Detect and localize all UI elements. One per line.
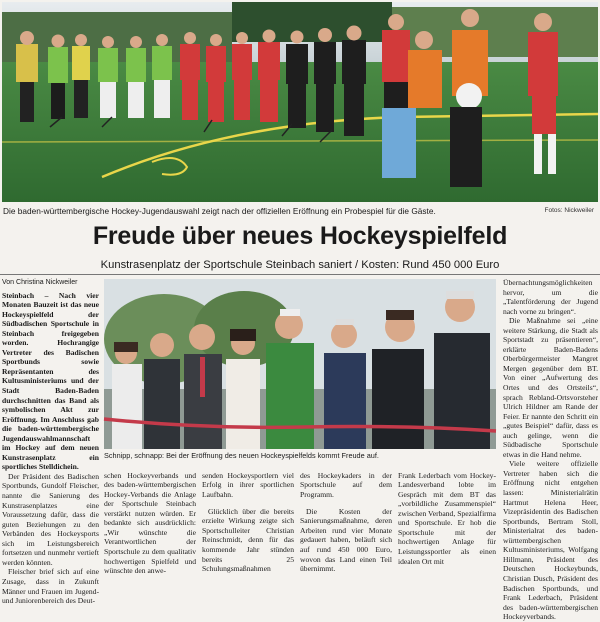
photo-credit: Fotos: Nickweiler [544,207,594,214]
ribbon-cutting-illustration [104,279,496,449]
lead-paragraph: Steinbach – Nach vier Monaten Bauzeit ist das neue Hockeyspielfeld der Südbadischen Sportschule in Steinbach freigegeben worden. Hochrangige Vertreter des Badischen Sportbunds sowie Repräsentanten des Kultusministeriums und der Stadt Baden-Baden durchschnitten das Band als symbolischen Akt zur Eröffnung. Im Anschluss gab die baden-württembergische Jugendauswahlmannschaft im Hockey auf dem neuen Kunstrasenplatz ein sportliches Stelldichein. [2,290,99,472]
column-right [503,278,598,622]
headline: Freude über neues Hockeyspielfeld [92,222,508,250]
paragraph: schen Hockeyverbands und des baden-württembergischen Hockey-Verbands die Anlage der Sportschule Steinbach verstärkt nutzen würden. Er bedankte sich ausdrücklich: „Wir wünschte die Verantwortlichen der Sportschule zu dem qualitativ hochwertigen Spielfeld und wünschte den anwe- [104,470,196,576]
divider-rule [0,274,600,275]
paragraph: Der Präsident des Badischen Sportbunds, Gundolf Fleischer, nannte die Sanierung des Kunstrasenplatzes eine Voraussetzung dafür, dass die guten Beziehungen zu den Verbänden des Hockeysports sich im Leistungsbereich fortsetzen und nunmehr vertieft werden könnten. [2,471,99,567]
column-bottom-2 [202,463,294,574]
top-photo-caption [3,205,597,217]
column-bottom-3 [300,463,392,574]
paragraph: Viele weitere offizielle Vertreter haben sich die Eröffnung nicht entgehen lassen: Ministerialrätin Hartmut Helena Heer, Vizepräsidentin des Badischen Sportbunds, Bertram Stoll, Ministerialrat des baden-württembergischen Kultusministeriums, Wolfgang Hillmann, Präsident des Deutschen Hockeybunds, Christian Dusch, Präsident des Badischen Sportbunds, und Frank Lederbach, Präsident des baden-württembergischen Hockeyverbands. [503,459,598,622]
subheadline: Kunstrasenplatz der Sportschule Steinbach saniert / Kosten: Rund 450 000 Euro [100,259,500,271]
column-bottom-1 [104,463,196,576]
paragraph: des Hockeykaders in der Sportschule auf dem Programm. [300,470,392,499]
paragraph: Glücklich über die bereits erzielte Wirkung zeigte sich Sportschulleiter Christian Reinschmidt, denn für das kommende Jahr stünden bereits 25 Schulungsmaßnahmen [202,506,294,574]
column-left [2,278,99,606]
top-caption-text: Die baden-württembergische Hockey-Jugendauswahl zeigt nach der offiziellen Eröffnung ein Probespiel für die Gäste. [3,206,436,216]
paragraph: senden Hockeysportlern viel Erfolg in ihrer sportlichen Laufbahn. [202,470,294,499]
paragraph: Frank Lederbach vom Hockey-Landesverband lobte im Gespräch mit dem BT das „vorbildliche Zusammenspiel“ zwischen Verband, Spezialfirma und Sportschule. Er hob die Sportschule mit der hochwertigen Anlage für Leistungssportler als einen idealen Ort mit [398,470,496,566]
middle-photo-caption: Schnipp, schnapp: Bei der Eröffnung des neuen Hockeyspielfelds kommt Freude auf. [104,451,379,460]
column-bottom-4 [398,463,496,566]
paragraph: Die Kosten der Sanierungsmaßnahme, deren Arbeiten rund vier Monate gedauert haben, beläuft sich auf rund 450 000 Euro, wovon das Land einen Teil übernimmt. [300,506,392,574]
paragraph: Übernachtungsmöglichkeiten hervor, um die „Talentförderung der Jugend nach vorne zu bringen“. [503,278,598,316]
top-photo-hockey-team [2,2,598,202]
paragraph: Fleischer brief sich auf eine Zusage, dass in Zukunft Männer und Frauen im Jugend- und Juniorenbereich des Deut- [2,567,99,606]
byline: Von Christina Nickweiler [2,279,78,286]
ribbon-cutting-photo [104,279,496,449]
top-photo-illustration [2,2,598,202]
paragraph: Die Maßnahme sei „eine weitere Stärkung, die Stadt als Sportstadt zu präsentieren“, erklärte Baden-Badens Oberbürgermeister Mangret Mergen gegenüber dem BT. Von einer „Aufwertung des Ortes und des Ortsteils“, sprach Rebland-Ortsvorsteher Ulrich Hildner am Rande der Feier. Er nannte den Schritt ein „gutes Beispiel“ dafür, dass es auch gelinge, wenn die Südbadische Sportschule etwas in die Hand nehme. [503,316,598,459]
